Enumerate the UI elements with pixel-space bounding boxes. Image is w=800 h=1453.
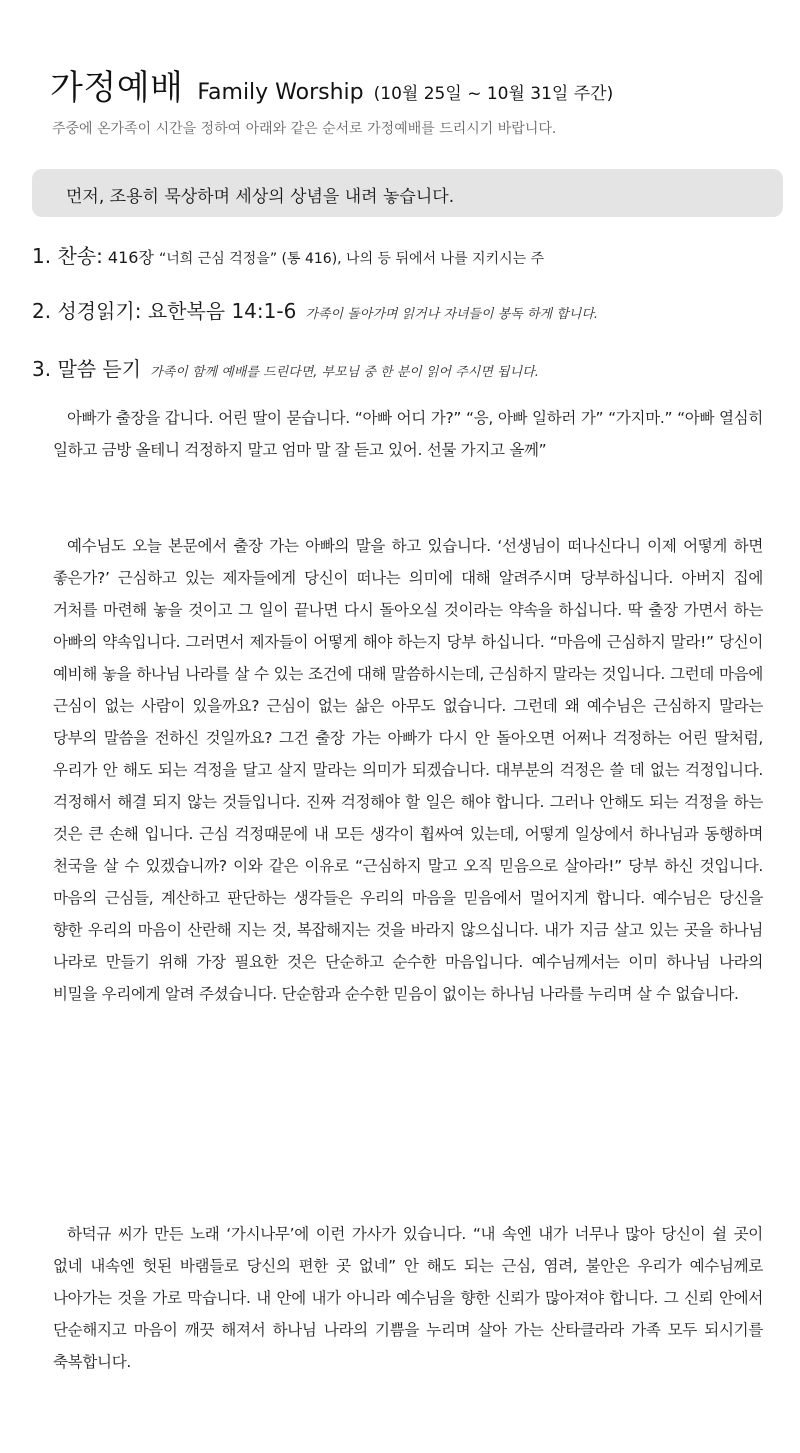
callout-text: 먼저, 조용히 묵상하며 세상의 상념을 내려 놓습니다. [66, 187, 455, 207]
sermon-paragraph: 아빠가 출장을 갑니다. 어린 딸이 묻습니다. “아빠 어디 가?” “응, 아빠 일하러 가” “가지마.” “아빠 열심히 일하고 금방 올테니 걱정하지 말고 엄마 말 잘 듣고 있어. 선물 가지고 올께” [53, 409, 763, 459]
sermon-paragraph: 하덕규 씨가 만든 노래 ‘가시나무’에 이런 가사가 있습니다. “내 속엔 내가 너무나 많아 당신이 쉴 곳이 없네 내속엔 헛된 바램들로 당신의 편한 곳 없네” 안 해도 되는 근심, 염려, 불안은 우리가 예수님께로 나아가는 것을 가로 막습니다. 내 안에 내가 아니라 예수님을 향한 신뢰가 많아져야 합니다. 그 신뢰 안에서 단순해지고 마음이 깨끗 해져서 하나님 나라의 기쁨을 누리며 살아 가는 산타클라라 가족 모두 되시기를 축복합니다. [53, 1225, 763, 1371]
order-item-scripture [32, 295, 598, 324]
sermon-note: 가족이 함께 예배를 드린다면, 부모님 중 한 분이 읽어 주시면 됩니다. [150, 365, 539, 380]
meditation-callout [32, 169, 783, 217]
hymn-heading: 1. 찬송: [32, 244, 103, 268]
scripture-note: 가족이 돌아가며 읽거나 자녀들이 봉독 하게 합니다. [305, 307, 599, 322]
sermon-paragraph: 예수님도 오늘 본문에서 출장 가는 아빠의 말을 하고 있습니다. ‘선생님이 떠나신다니 이제 어떻게 하면 좋은가?’ 근심하고 있는 제자들에게 당신이 떠나는 의미에 대해 알려주시며 당부하십니다. 아버지 집에 거처를 마련해 놓을 것이고 그 일이 끝나면 다시 돌아오실 것이라는 약속을 하십니다. 딱 출장 가면서 하는 아빠의 약속입니다. 그러면서 제자들이 어떻게 해야 하는지 당부 하십니다. “마음에 근심하지 말라!” 당신이 예비해 놓을 하나님 나라를 살 수 있는 조건에 대해 말씀하시는데, 근심하지 말라는 것입니다. 그런데 마음에 근심이 없는 사람이 있을까요? 근심이 없는 삶은 아무도 없습니다. 그런데 왜 예수님은 근심하지 말라는 당부의 말씀을 전하신 것일까요? 그건 출장 가는 아빠가 다시 안 돌아오면 어쩌나 걱정하는 어린 딸처럼, 우리가 안 해도 되는 걱정을 달고 살지 말라는 의미가 되겠습니다. 대부분의 걱정은 쓸 데 없는 걱정입니다. 걱정해서 해결 되지 않는 것들입니다. 진짜 걱정해야 할 일은 해야 합니다. 그러나 안해도 되는 걱정을 하는 것은 큰 손해 입니다. 근심 걱정때문에 내 모든 생각이 휩싸여 있는데, 어떻게 일상에서 하나님과 동행하며 천국을 살 수 있겠습니까? 이와 같은 이유로 “근심하지 말고 오직 믿음으로 살아라!” 당부 하신 것입니다. 마음의 근심들, 계산하고 판단하는 생각들은 우리의 마음을 믿음에서 멀어지게 합니다. 예수님은 당신을 향한 우리의 마음이 산란해 지는 것, 복잡해지는 것을 바라지 않으십니다. 내가 지금 살고 있는 곳을 하나님 나라로 만들기 위해 가장 필요한 것은 단순하고 순수한 마음입니다. 예수님께서는 이미 하나님 나라의 비밀을 우리에게 알려 주셨습니다. 단순함과 순수한 믿음이 없이는 하나님 나라를 누리며 살 수 없습니다. [53, 537, 763, 1003]
hymn-title: “너희 근심 걱정을” (통 416), 나의 등 뒤에서 나를 지키시는 주 [159, 251, 545, 267]
date-range: (10월 25일 ~ 10월 31일 주간) [373, 84, 614, 104]
page-title [50, 60, 613, 109]
sermon-heading: 3. 말씀 듣기 [32, 357, 142, 381]
order-item-hymn [32, 240, 544, 269]
title-korean: 가정예배 [50, 68, 184, 108]
subtitle: 주중에 온가족이 시간을 정하여 아래와 같은 순서로 가정예배를 드리시기 바랍니다. [52, 121, 557, 137]
order-item-sermon [32, 353, 539, 382]
hymn-number: 416장 [107, 248, 154, 267]
scripture-heading: 2. 성경읽기: 요한복음 14:1-6 [32, 299, 297, 323]
title-english: Family Worship [197, 80, 364, 105]
